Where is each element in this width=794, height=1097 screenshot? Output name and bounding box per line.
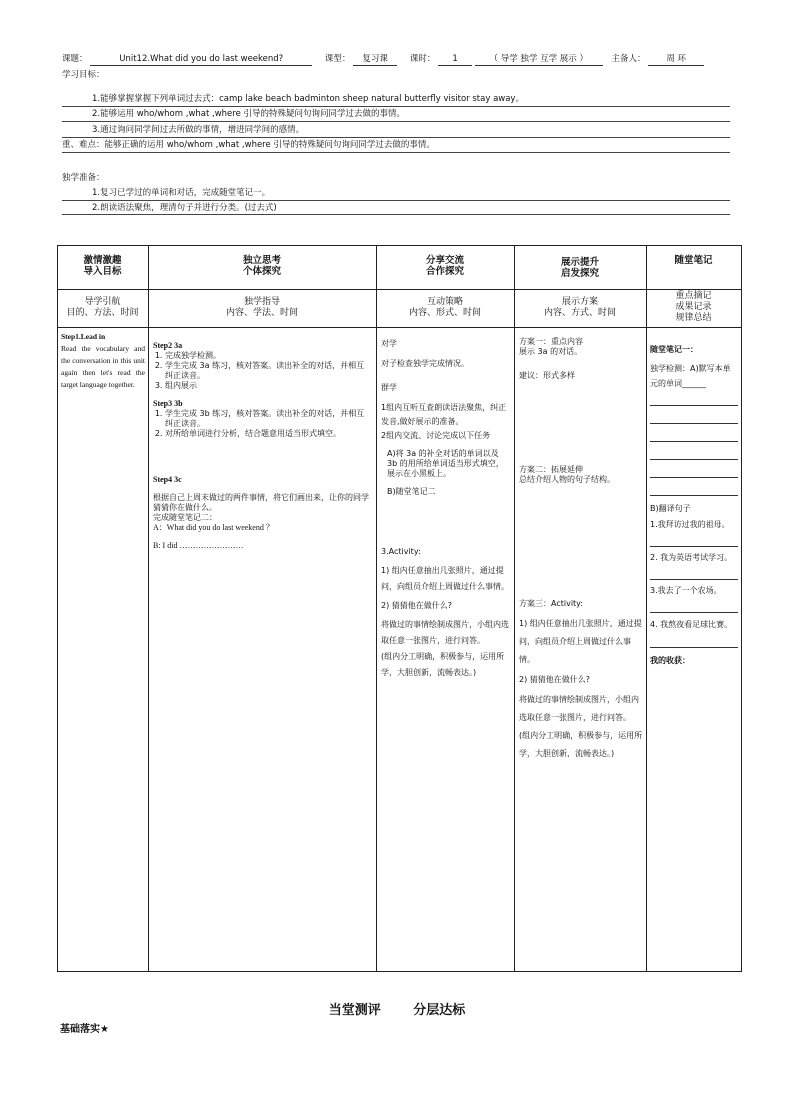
note-line <box>650 409 738 424</box>
header-col2: 独立思考 个体探究 <box>242 255 281 277</box>
col3-body <box>381 337 511 681</box>
note-line <box>650 633 738 648</box>
table-border <box>57 289 742 290</box>
prep-title: 独学准备： <box>62 173 105 183</box>
type-value: 复习课 <box>353 53 397 66</box>
plan2-text: 总结介绍人物的句子结构。 <box>519 475 615 484</box>
step1-title: Step1.Lead in <box>61 332 106 341</box>
goals-title: 学习目标： <box>62 70 105 80</box>
preparer-label: 主备人： <box>611 54 646 64</box>
list-item: 3. 组内展示 <box>165 381 371 391</box>
period-label: 课时： <box>409 54 436 64</box>
plan1-title: 方案一：重点内容 <box>519 337 583 346</box>
plan4-guess-note: (组内分工明确，积极参与，运用所学，大胆创新，流畅表达。) <box>519 731 643 758</box>
topic-value: Unit12.What did you do last weekend? <box>90 53 312 66</box>
divider <box>62 152 730 153</box>
divider <box>62 200 730 201</box>
pair-study-title: 对学 <box>381 339 397 348</box>
activity-text: 1) 组内任意抽出几张照片，通过提问，向组员介绍上周做过什么事情。 <box>381 566 509 591</box>
assessment-title <box>0 999 794 1018</box>
header-col1: 激情激趣 导入目标 <box>83 255 122 277</box>
col5-body <box>650 343 738 668</box>
type-label: 课型： <box>324 54 351 64</box>
table-border <box>646 245 647 972</box>
table-border <box>57 245 58 972</box>
translate-item-2: 2. 我为英语考试学习。 <box>650 553 733 562</box>
list-item: 2. 对所给单词进行分析，结合题意用适当形式填空。 <box>165 429 371 439</box>
table-border <box>57 245 742 246</box>
list-item: 1. 学生完成 3b 练习，核对答案。读出补全的对话，并相互纠正读音。 <box>165 409 371 429</box>
step1-text: Read the vocabulary and the conversation in this unit again then let's read the target language together. <box>61 344 145 389</box>
note-line <box>650 427 738 442</box>
table-border <box>57 327 742 328</box>
harvest-label: 我的收获： <box>650 656 690 665</box>
preparer-value: 周 环 <box>648 53 704 66</box>
topic-label: 课题： <box>62 54 88 64</box>
header-col3: 分享交流 合作探究 <box>425 255 464 277</box>
goal-item-1: 1.能够掌握掌握下列单词过去式：camp lake beach badminton sheep natural butterfly visitor stay away。 <box>92 94 524 104</box>
divider <box>62 121 730 122</box>
note-line <box>650 445 738 460</box>
step2-list <box>153 351 371 391</box>
subheader-col3: 互动策略 内容、形式、时间 <box>408 297 481 318</box>
table-border <box>741 245 742 972</box>
step4-text: 根据自己上周末做过的两件事情，将它们画出来，让你的同学猜猜你在做什么。 <box>153 493 369 512</box>
translate-item-4: 4. 我熬夜看足球比赛。 <box>650 620 733 629</box>
note1-text: 独学检测：A)默写本单元的单词______ <box>650 364 731 388</box>
dialog-b: B: I did …………………… <box>153 541 244 550</box>
plan4-guess-title: 2) 猜猜他在做什么? <box>519 675 590 684</box>
prep-item-2: 2.朗读语法聚焦，理清句子并进行分类。(过去式) <box>92 203 277 213</box>
subheader-col1: 导学引航 目的、方法、时间 <box>66 297 139 318</box>
plan2-title: 方案二：拓展延伸 <box>519 465 583 474</box>
subheader-col4: 展示方案 内容、方式、时间 <box>543 297 616 318</box>
plan3-title: 方案三：Activity: <box>519 599 584 608</box>
translate-item-3: 3.我去了一个农场。 <box>650 586 722 595</box>
note-line <box>650 481 738 496</box>
header-col4: 展示提升 启发探究 <box>560 257 599 279</box>
list-item: 1. 完成独学检测。 <box>165 351 371 361</box>
mode-value: （ 导学 独学 互学 展示 ） <box>475 53 603 66</box>
guess-title: 2) 猜猜他在做什么? <box>381 601 452 610</box>
header-col5: 随堂笔记 <box>674 255 713 266</box>
key-points: 重、难点：能够正确的运用 who/whom ,what ,where 引导的特殊疑问句询问同学过去做的事情。 <box>62 140 435 150</box>
step3-title: Step3 3b <box>153 399 183 408</box>
assessment-title-b: 分层达标 <box>413 1003 466 1018</box>
prep-item-1: 1.复习已学过的单词和对话，完成随堂笔记一。 <box>92 188 271 198</box>
step3-list <box>153 409 371 439</box>
translate-item-1: 1.我拜访过我的祖母。 <box>650 520 730 529</box>
divider <box>62 106 730 107</box>
pair-study-text: 对子检查独学完成情况。 <box>381 359 469 368</box>
guess-text: 将做过的事情绘制成图片，小组内选取任意一张图片，进行问答。 <box>381 620 509 645</box>
header-row <box>62 53 704 66</box>
table-border <box>376 245 377 972</box>
guess-note: (组内分工明确，积极参与，运用所学，大胆创新，流畅表达。) <box>381 652 505 677</box>
note-line <box>650 598 738 613</box>
group-item-2: 2组内交流、讨论完成以下任务 <box>381 431 491 440</box>
table-border <box>57 971 742 972</box>
divider <box>62 137 730 138</box>
assessment-title-a: 当堂测评 <box>328 1003 381 1018</box>
table-border <box>514 245 515 972</box>
lesson-table <box>57 245 742 972</box>
task-a: A)将 3a 的补全对话的单词以及 3b 的用所给单词适当形式填空，展示在小黑板上。 <box>387 449 504 478</box>
note-line <box>650 565 738 580</box>
dialog-a: A：What did you do last weekend ？ <box>153 523 274 532</box>
plan3-text: 1) 组内任意抽出几张照片，通过提问，向组员介绍上周做过什么事情。 <box>519 619 642 664</box>
period-value: 1 <box>438 53 472 66</box>
group-item-1: 1组内互听互查朗读语法聚焦，纠正发音,做好展示的准备。 <box>381 403 507 426</box>
note-line <box>650 532 738 547</box>
note-line <box>650 463 738 478</box>
plan1-text: 展示 3a 的对话。 <box>519 347 583 356</box>
step4-note: 完成随堂笔记二： <box>153 513 217 522</box>
note1-title: 随堂笔记一： <box>650 345 698 354</box>
goal-item-3: 3.通过询问同学间过去所做的事情，增进同学间的感情。 <box>92 125 305 135</box>
activity-title: 3.Activity: <box>381 547 421 556</box>
col1-body <box>61 331 145 391</box>
list-item: 2. 学生完成 3a 练习，核对答案。读出补全的对话，并相互纠正读音。 <box>165 361 371 381</box>
subheader-col2: 独学指导 内容、学法、时间 <box>225 297 298 318</box>
plan4-guess-text: 将做过的事情绘制成图片，小组内选取任意一张图片，进行问答。 <box>519 695 639 722</box>
translate-title: B)翻译句子 <box>650 504 691 513</box>
note-line <box>650 391 738 406</box>
subheader-col5: 重点摘记 成果记录 规律总结 <box>675 291 712 323</box>
col4-body <box>519 337 643 763</box>
step4-title: Step4 3c <box>153 475 182 484</box>
task-b: B)随堂笔记二 <box>387 487 436 496</box>
table-border <box>148 245 149 972</box>
group-study-title: 群学 <box>381 383 397 392</box>
basic-level-label: 基础落实★ <box>60 1024 109 1035</box>
col2-body <box>153 341 371 551</box>
step2-title: Step2 3a <box>153 341 183 350</box>
plan1-tip: 建议：形式多样 <box>519 371 575 380</box>
divider <box>62 214 730 215</box>
goal-item-2: 2.能够运用 who/whom ,what ,where 引导的特殊疑问句询问同学过去做的事情。 <box>92 109 406 119</box>
